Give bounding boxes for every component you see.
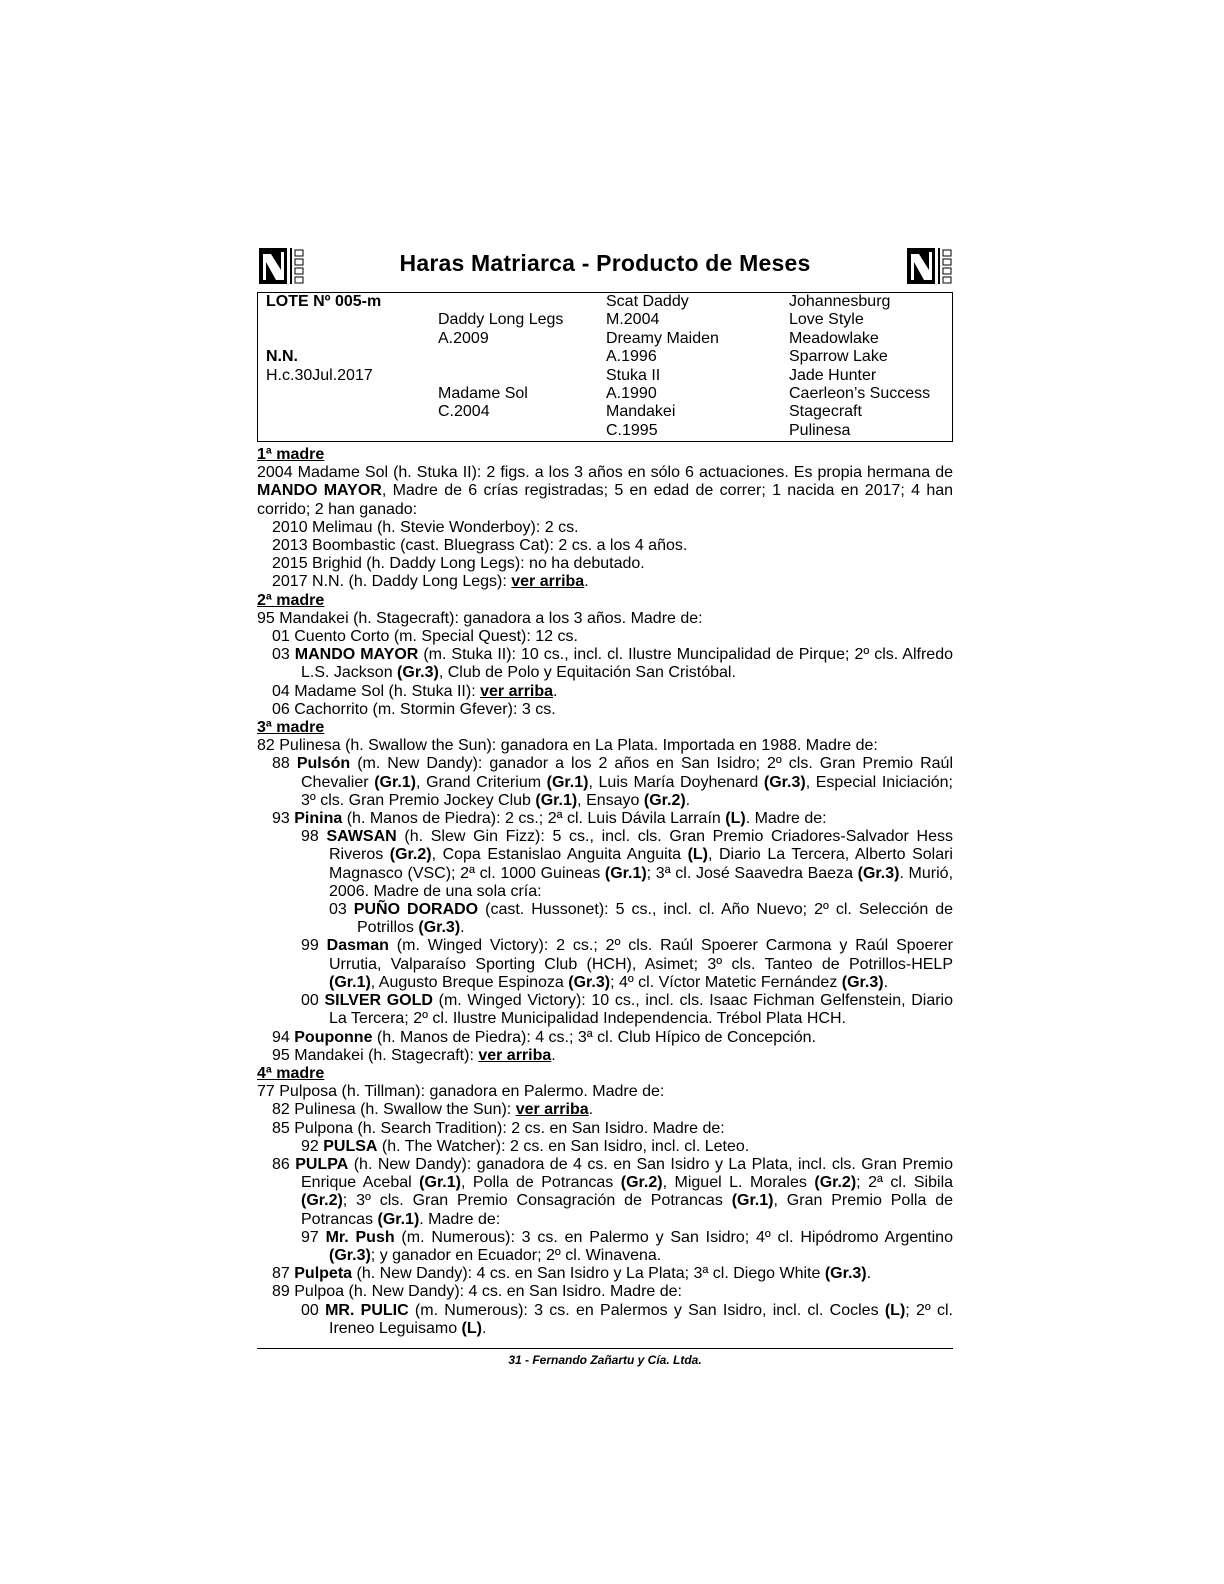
pedigree-cell: A.1996: [606, 348, 657, 366]
record-line: [257, 1083, 953, 1101]
record-line: [257, 683, 953, 701]
record-line: [257, 701, 953, 719]
fz-monogram-icon: [905, 244, 953, 288]
see-above-ref: ver arriba: [515, 1101, 589, 1119]
see-above-ref: ver arriba: [511, 573, 585, 591]
text-run: .: [460, 919, 465, 937]
emphasis-text: (Gr.1): [535, 791, 578, 809]
emphasis-text: PULSA: [323, 1137, 378, 1155]
emphasis-text: 4ª madre: [257, 1064, 325, 1082]
pedigree-cell: [438, 348, 563, 366]
pedigree-cell: Caerleon’s Success: [789, 384, 931, 402]
text-run: (h. Slew Gin Fizz): 5 cs., incl. cls. Gran Premio Criadores-Salvador Hess Riveros: [329, 828, 953, 864]
text-run: , Polla de Potrancas: [460, 1174, 621, 1192]
text-run: (cast. Hussonet): 5 cs., incl. cl. Año Nuevo; 2º cl. Selección de Potrillos: [357, 901, 954, 937]
record-line: [257, 1029, 953, 1047]
record-line: [257, 901, 953, 937]
text-run: 2015 Brighid (h. Daddy Long Legs): no ha debutado.: [272, 555, 645, 573]
text-run: , Copa Estanislao Anguita Anguita: [431, 846, 688, 864]
text-run: 95 Mandakei (h. Stagecraft):: [272, 1046, 479, 1064]
record-line: [257, 1265, 953, 1283]
text-run: ; y ganador en Ecuador; 2º cl. Winavena.: [370, 1246, 662, 1264]
text-run: , Club de Polo y Equitación San Cristóbal.: [438, 664, 736, 682]
text-run: ; 3ª cl. José Saavedra Baeza: [646, 864, 858, 882]
text-run: ; 2º cl. Ireneo Leguisamo: [329, 1301, 953, 1337]
emphasis-text: (Gr.1): [374, 773, 416, 791]
pedigree-cell: Johannesburg: [789, 293, 891, 310]
section-heading: [257, 446, 953, 464]
text-run: , Especial Iniciación; 3º cls. Gran Premio Jockey Club: [301, 773, 953, 809]
emphasis-text: SAWSAN: [326, 828, 397, 846]
text-run: 03: [329, 901, 354, 919]
emphasis-text: 2ª madre: [257, 591, 325, 609]
text-run: , Diario La Tercera, Alberto Solari Magnasco (VSC); 2ª cl. 1000 Guineas: [329, 846, 953, 882]
pedigree-cell: Meadowlake: [789, 329, 879, 347]
text-run: 2013 Boombastic (cast. Bluegrass Cat): 2 cs. a los 4 años.: [272, 537, 688, 555]
text-run: 06 Cachorrito (m. Stormin Gfever): 3 cs.: [272, 700, 556, 718]
text-run: 03: [272, 646, 295, 664]
text-run: (m. Numerous): 3 cs. en Palermos y San Isidro, incl. cl. Cocles: [408, 1301, 885, 1319]
emphasis-text: (Gr.1): [329, 973, 371, 991]
emphasis-text: (Gr.2): [643, 791, 686, 809]
record-line: [257, 1101, 953, 1119]
sire-name: Daddy Long Legs: [438, 311, 564, 329]
text-run: ; 3º cls. Gran Premio Consagración de Potrancas: [342, 1192, 732, 1210]
record-line: [257, 1156, 953, 1229]
pedigree-cell: Stuka II: [606, 366, 661, 384]
text-run: 97: [301, 1228, 326, 1246]
record-line: [257, 1283, 953, 1301]
text-run: .: [883, 973, 889, 991]
emphasis-text: (Gr.1): [731, 1192, 774, 1210]
text-run: 93: [272, 810, 295, 828]
pedigree-cell: M.2004: [606, 311, 660, 329]
text-run: . Murió, 2006. Madre de una sola cría:: [329, 864, 954, 900]
emphasis-text: MANDO MAYOR: [257, 482, 382, 500]
pedigree-cell: [266, 330, 381, 348]
text-run: 99: [301, 937, 327, 955]
text-run: 98: [301, 828, 327, 846]
pedigree-cell: Pulinesa: [789, 421, 851, 439]
text-run: 89 Pulpoa (h. New Dandy): 4 cs. en San Isidro. Madre de:: [272, 1283, 682, 1301]
text-run: ; 4º cl. Víctor Matetic Fernández: [610, 973, 842, 991]
emphasis-text: MANDO MAYOR: [294, 646, 419, 664]
text-run: 87: [272, 1265, 295, 1283]
text-run: .: [553, 682, 558, 700]
emphasis-text: (Gr.3): [763, 773, 806, 791]
emphasis-text: (Gr.1): [377, 1210, 420, 1228]
record-line: [257, 464, 953, 519]
text-run: 82 Pulinesa (h. Swallow the Sun): ganadora en La Plata. Importada en 1988. Madre de:: [257, 737, 878, 755]
pedigree-cell: [266, 385, 381, 403]
text-run: (h. Manos de Piedra): 4 cs.; 3ª cl. Club Hípico de Concepción.: [372, 1028, 816, 1046]
text-run: 92: [301, 1137, 324, 1155]
text-run: 77 Pulposa (h. Tillman): ganadora en Palermo. Madre de:: [257, 1083, 665, 1101]
horse-name: N.N.: [266, 348, 298, 366]
text-run: , Gran Premio Polla de Potrancas: [301, 1192, 953, 1228]
lot-number: LOTE Nº 005-m: [266, 293, 382, 310]
pedigree-cell: Stagecraft: [789, 403, 862, 421]
horse-info: H.c.30Jul.2017: [266, 366, 373, 384]
text-run: (m. Winged Victory): 2 cs.; 2º cls. Raúl Spoerer Carmona y Raúl Spoerer Urrutia, Valparaíso Sporting Club (HCH), Asimet; 3º cls. Tanteo de Potrillos-HELP: [329, 937, 953, 973]
produce-record: [257, 446, 953, 1338]
text-run: ; 2ª cl. Sibila: [856, 1174, 954, 1192]
section-heading: [257, 719, 953, 737]
pedigree-cell: [438, 422, 563, 440]
text-run: 85 Pulpona (h. Search Tradition): 2 cs. en San Isidro. Madre de:: [272, 1119, 725, 1137]
emphasis-text: (Gr.1): [604, 864, 647, 882]
record-line: [257, 1047, 953, 1065]
pedigree-cell: Love Style: [789, 311, 864, 329]
text-run: (h. New Dandy): 4 cs. en San Isidro y La Plata; 3ª cl. Diego White: [352, 1265, 825, 1283]
text-run: 82 Pulinesa (h. Swallow the Sun):: [272, 1101, 516, 1119]
record-line: [257, 1229, 953, 1265]
text-run: .: [866, 1265, 872, 1283]
pedigree-table: [257, 292, 953, 442]
emphasis-text: (Gr.1): [546, 773, 589, 791]
text-run: 95 Mandakei (h. Stagecraft): ganadora a los 3 años. Madre de:: [257, 609, 703, 627]
emphasis-text: SILVER GOLD: [324, 992, 433, 1010]
text-run: , Miguel L. Morales: [662, 1174, 815, 1192]
record-line: [257, 1302, 953, 1338]
emphasis-text: (Gr.2): [814, 1174, 857, 1192]
emphasis-text: (Gr.1): [419, 1174, 461, 1192]
record-line: [257, 828, 953, 901]
pedigree-cell: [266, 422, 381, 440]
text-run: , Madre de 6 crías registradas; 5 en edad de correr; 1 nacida en 2017; 4 han corrido; 2 han ganado:: [257, 482, 954, 518]
pedigree-cell: Mandakei: [606, 403, 676, 421]
text-run: , Luis María Doyhenard: [588, 773, 764, 791]
text-run: .: [584, 573, 589, 591]
text-run: , Augusto Breque Espinoza: [370, 973, 569, 991]
text-run: (m. New Dandy): ganador a los 2 años en San Isidro; 2º cls. Gran Premio Raúl Chevalier: [301, 755, 954, 791]
emphasis-text: 1ª madre: [257, 446, 325, 463]
emphasis-text: (Gr.3): [857, 864, 900, 882]
record-line: [257, 1120, 953, 1138]
emphasis-text: (Gr.3): [824, 1265, 867, 1283]
emphasis-text: Pulsón: [296, 755, 351, 773]
emphasis-text: (L): [884, 1301, 906, 1319]
text-run: 2004 Madame Sol (h. Stuka II): 2 figs. a los 3 años en sólo 6 actuaciones. Es propia hermana de: [257, 464, 953, 482]
text-run: (m. Numerous): 3 cs. en Palermo y San Isidro; 4º cl. Hipódromo Argentino: [394, 1228, 953, 1246]
sire-info: A.2009: [438, 329, 489, 347]
page-header: [257, 242, 953, 292]
record-line: [257, 519, 953, 537]
pedigree-cell: [266, 403, 381, 421]
emphasis-text: PUÑO DORADO: [353, 901, 479, 919]
emphasis-text: (Gr.3): [397, 664, 439, 682]
text-run: (m. Winged Victory): 10 cs., incl. cls. Isaac Fichman Gelfenstein, Diario La Tercera; 2º cl. Ilustre Municipalidad Independencia. Trébol Plata HCH.: [329, 992, 953, 1028]
see-above-ref: ver arriba: [478, 1046, 552, 1064]
text-run: 00: [301, 992, 325, 1010]
record-line: [257, 810, 953, 828]
text-run: (h. Manos de Piedra): 2 cs.; 2ª cl. Luis Dávila Larraín: [342, 810, 726, 828]
record-line: [257, 646, 953, 682]
text-run: . Madre de:: [419, 1210, 501, 1228]
text-run: (h. The Watcher): 2 cs. en San Isidro, incl. cl. Leteo.: [377, 1137, 750, 1155]
section-heading: [257, 1065, 953, 1083]
text-run: .: [481, 1319, 487, 1337]
record-line: [257, 573, 953, 591]
text-run: 2010 Melimau (h. Stevie Wonderboy): 2 cs.: [272, 518, 579, 536]
text-run: .: [588, 1101, 594, 1119]
emphasis-text: (Gr.3): [841, 973, 884, 991]
pedigree-cell: [266, 311, 381, 329]
catalog-page: [257, 242, 953, 1338]
emphasis-text: (L): [725, 810, 746, 828]
text-run: , Grand Criterium: [416, 773, 547, 791]
page-footer: 31 - Fernando Zañartu y Cía. Ltda.: [257, 1348, 953, 1367]
emphasis-text: (L): [687, 846, 709, 864]
pedigree-cell: [438, 293, 563, 311]
record-line: [257, 992, 953, 1028]
emphasis-text: (Gr.2): [301, 1192, 343, 1210]
emphasis-text: Pouponne: [294, 1028, 373, 1046]
record-line: [257, 755, 953, 810]
pedigree-cell: Jade Hunter: [789, 366, 877, 384]
emphasis-text: Mr. Push: [325, 1228, 395, 1246]
pedigree-col-great-grandparents: [789, 293, 930, 440]
emphasis-text: MR. PULIC: [325, 1301, 409, 1319]
record-line: [257, 537, 953, 555]
see-above-ref: ver arriba: [480, 682, 554, 700]
emphasis-text: (Gr.3): [568, 973, 611, 991]
section-heading: [257, 592, 953, 610]
pedigree-cell: Scat Daddy: [606, 293, 689, 310]
emphasis-text: (Gr.2): [389, 846, 432, 864]
page-title: Haras Matriarca - Producto de Meses: [399, 250, 811, 276]
text-run: (m. Stuka II): 10 cs., incl. cl. Ilustre Muncipalidad de Pirque; 2º cls. Alfredo L.S. Jackson: [301, 646, 954, 682]
text-run: 94: [272, 1028, 295, 1046]
pedigree-cell: [438, 367, 563, 385]
emphasis-text: (L): [461, 1319, 482, 1337]
dam-name: Madame Sol: [438, 384, 528, 402]
text-run: (h. New Dandy): ganadora de 4 cs. en San Isidro y La Plata, incl. cls. Gran Premio Enrique Acebal: [301, 1155, 953, 1192]
text-run: 86: [272, 1155, 296, 1173]
text-run: . Madre de:: [745, 810, 827, 828]
record-line: [257, 737, 953, 755]
pedigree-cell: C.1995: [606, 421, 658, 439]
text-run: 04 Madame Sol (h. Stuka II):: [272, 682, 481, 700]
record-line: [257, 555, 953, 573]
record-line: [257, 937, 953, 992]
emphasis-text: Dasman: [326, 937, 389, 955]
pedigree-cell: A.1990: [606, 384, 657, 402]
emphasis-text: Pulpeta: [294, 1265, 353, 1283]
pedigree-cell: Dreamy Maiden: [606, 329, 719, 347]
text-run: 88: [272, 755, 297, 773]
pedigree-cell: Sparrow Lake: [789, 348, 888, 366]
emphasis-text: (Gr.2): [620, 1174, 663, 1192]
text-run: 2017 N.N. (h. Daddy Long Legs):: [272, 573, 512, 591]
pedigree-col-parents: [438, 293, 563, 440]
text-run: 01 Cuento Corto (m. Special Quest): 12 cs.: [272, 628, 578, 646]
emphasis-text: (Gr.3): [418, 919, 461, 937]
record-line: [257, 628, 953, 646]
emphasis-text: PULPA: [295, 1155, 349, 1173]
dam-info: C.2004: [438, 403, 490, 421]
text-run: 00: [301, 1301, 326, 1319]
text-run: .: [551, 1046, 556, 1064]
emphasis-text: (Gr.3): [329, 1246, 371, 1264]
record-line: [257, 1138, 953, 1156]
text-run: , Ensayo: [577, 791, 644, 809]
pedigree-col-grandparents: [606, 293, 719, 440]
record-line: [257, 610, 953, 628]
emphasis-text: Pinina: [294, 810, 343, 828]
text-run: .: [685, 791, 691, 809]
pedigree-col-lot: [266, 293, 381, 440]
emphasis-text: 3ª madre: [257, 719, 325, 737]
